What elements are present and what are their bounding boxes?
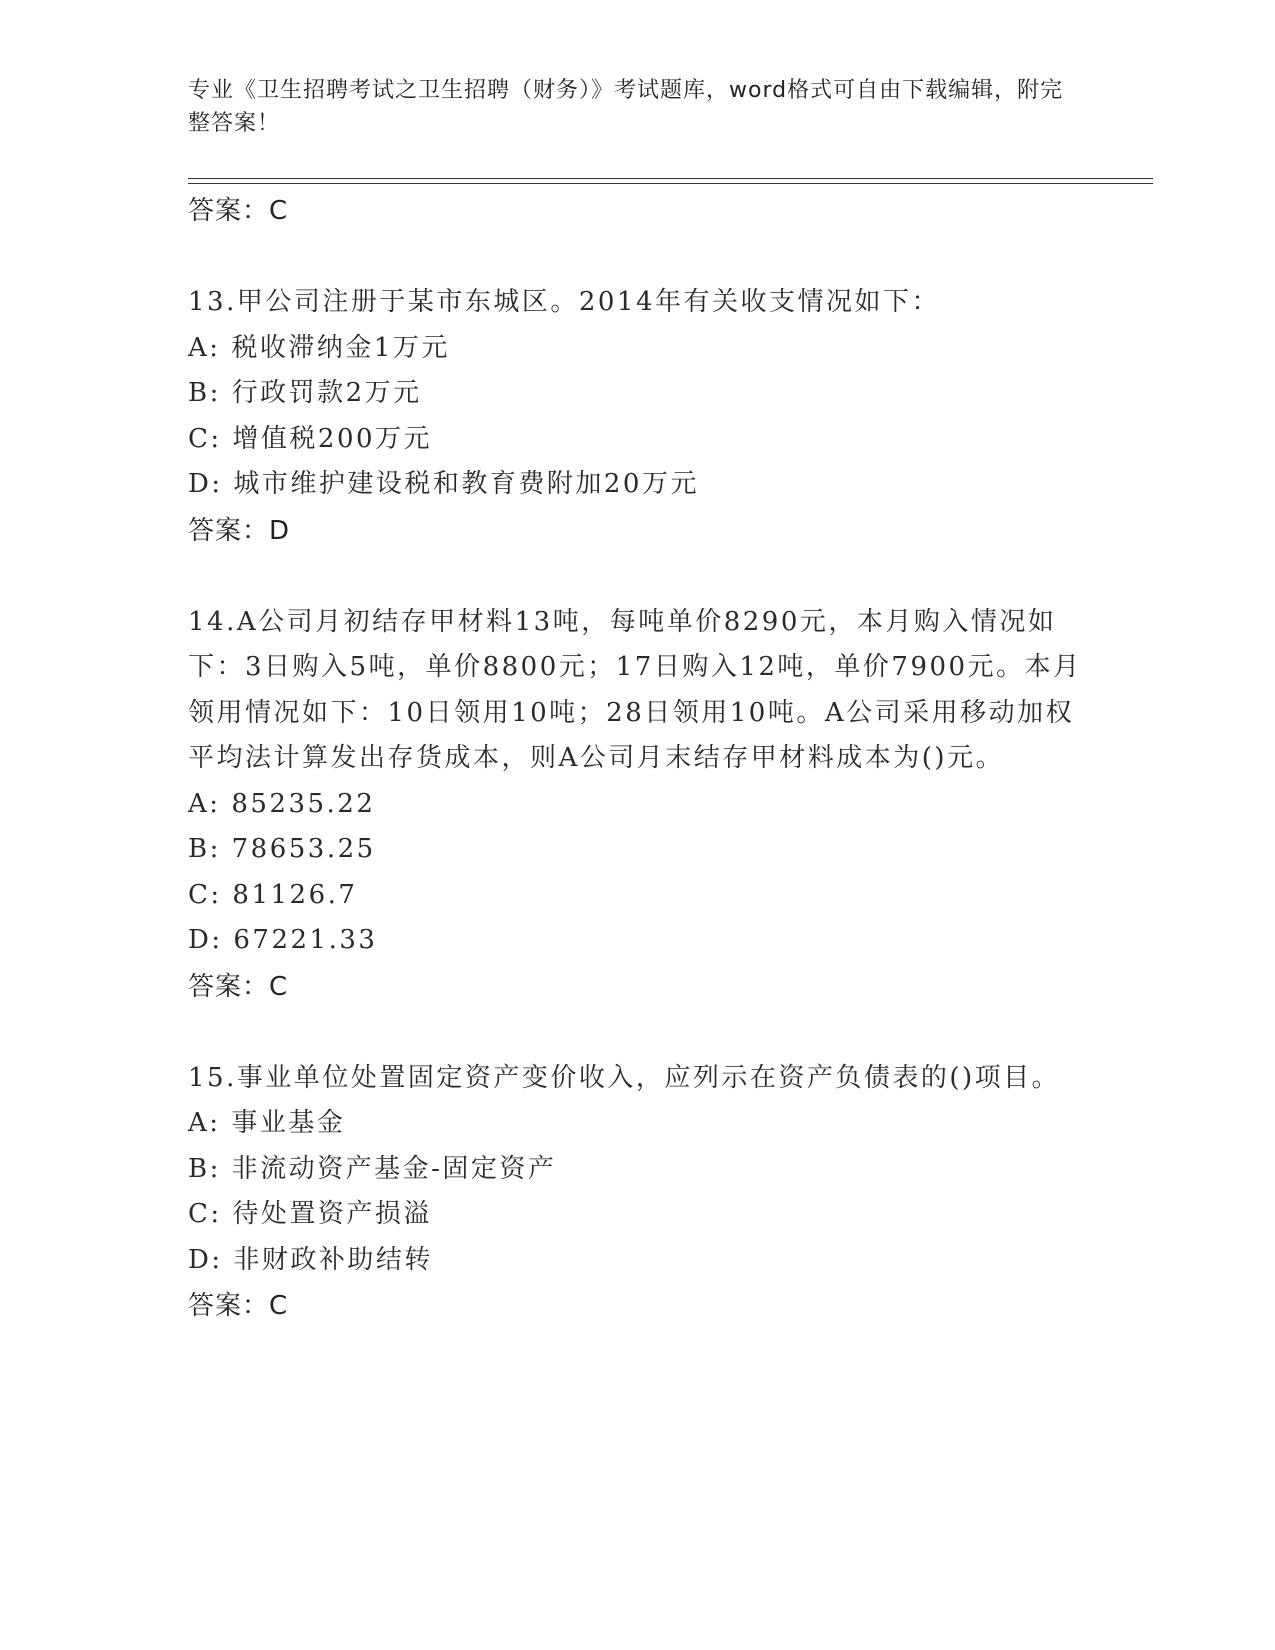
option-text: 城市维护建设税和教育费附加20万元 bbox=[233, 469, 699, 499]
answer-line: 答案：D bbox=[188, 515, 291, 546]
option-letter: A: bbox=[188, 332, 221, 363]
option-letter: C: bbox=[188, 1199, 222, 1229]
option-letter: B: bbox=[188, 1153, 221, 1184]
header-divider-bottom bbox=[188, 183, 1153, 184]
option-text: 待处置资产损溢 bbox=[232, 1199, 432, 1229]
option-letter: D: bbox=[188, 1244, 223, 1275]
document-header: 专业《卫生招聘考试之卫生招聘（财务）》考试题库，word格式可自由下载编辑，附完整答案！ bbox=[188, 78, 1064, 136]
question-13 bbox=[188, 280, 1088, 554]
option-text: 行政罚款2万元 bbox=[231, 378, 422, 408]
question-stem: 13.甲公司注册于某市东城区。2014年有关收支情况如下： bbox=[188, 287, 941, 317]
option-text: 非流动资产基金-固定资产 bbox=[231, 1153, 557, 1184]
option-letter: C: bbox=[188, 879, 222, 910]
option-letter: B: bbox=[188, 378, 221, 408]
option-b bbox=[188, 827, 1088, 873]
option-b bbox=[188, 1147, 1088, 1193]
question-15 bbox=[188, 1056, 1088, 1330]
option-d bbox=[188, 462, 1088, 508]
option-a bbox=[188, 782, 1088, 828]
option-letter: D: bbox=[188, 469, 223, 499]
option-letter: D: bbox=[188, 925, 223, 955]
option-text: 非财政补助结转 bbox=[233, 1244, 433, 1275]
answer-line: 答案：C bbox=[188, 1291, 289, 1321]
question-stem: 15.事业单位处置固定资产变价收入，应列示在资产负债表的()项目。 bbox=[188, 1062, 1061, 1093]
option-text: 78653.25 bbox=[231, 834, 376, 864]
option-text: 67221.33 bbox=[233, 925, 378, 955]
question-list bbox=[188, 188, 1088, 1329]
option-text: 85235.22 bbox=[231, 788, 376, 819]
option-letter: C: bbox=[188, 423, 222, 454]
option-d bbox=[188, 918, 1088, 964]
question-stem: 14.A公司月初结存甲材料13吨，每吨单价8290元，本月购入情况如下：3日购入5吨，单价8800元；17日购入12吨，单价7900元。本月领用情况如下：10日领用10吨；28日领用10吨。A公司采用移动加权平均法计算发出存货成本，则A公司月末结存甲材料成本为()元。 bbox=[188, 606, 1082, 773]
option-letter: B: bbox=[188, 834, 221, 864]
option-text: 事业基金 bbox=[231, 1108, 346, 1138]
option-letter: A: bbox=[188, 788, 221, 819]
header-divider-top bbox=[188, 178, 1153, 179]
option-c bbox=[188, 1192, 1088, 1238]
option-d bbox=[188, 1238, 1088, 1284]
option-c bbox=[188, 417, 1088, 463]
option-text: 81126.7 bbox=[232, 879, 358, 910]
option-a bbox=[188, 326, 1088, 372]
option-letter: A: bbox=[188, 1108, 221, 1138]
option-c bbox=[188, 873, 1088, 919]
question-14 bbox=[188, 600, 1088, 1010]
previous-answer: 答案：C bbox=[188, 196, 289, 226]
option-text: 税收滞纳金1万元 bbox=[231, 332, 450, 363]
answer-line: 答案：C bbox=[188, 971, 289, 1002]
option-a bbox=[188, 1101, 1088, 1147]
option-b bbox=[188, 371, 1088, 417]
option-text: 增值税200万元 bbox=[232, 423, 433, 454]
